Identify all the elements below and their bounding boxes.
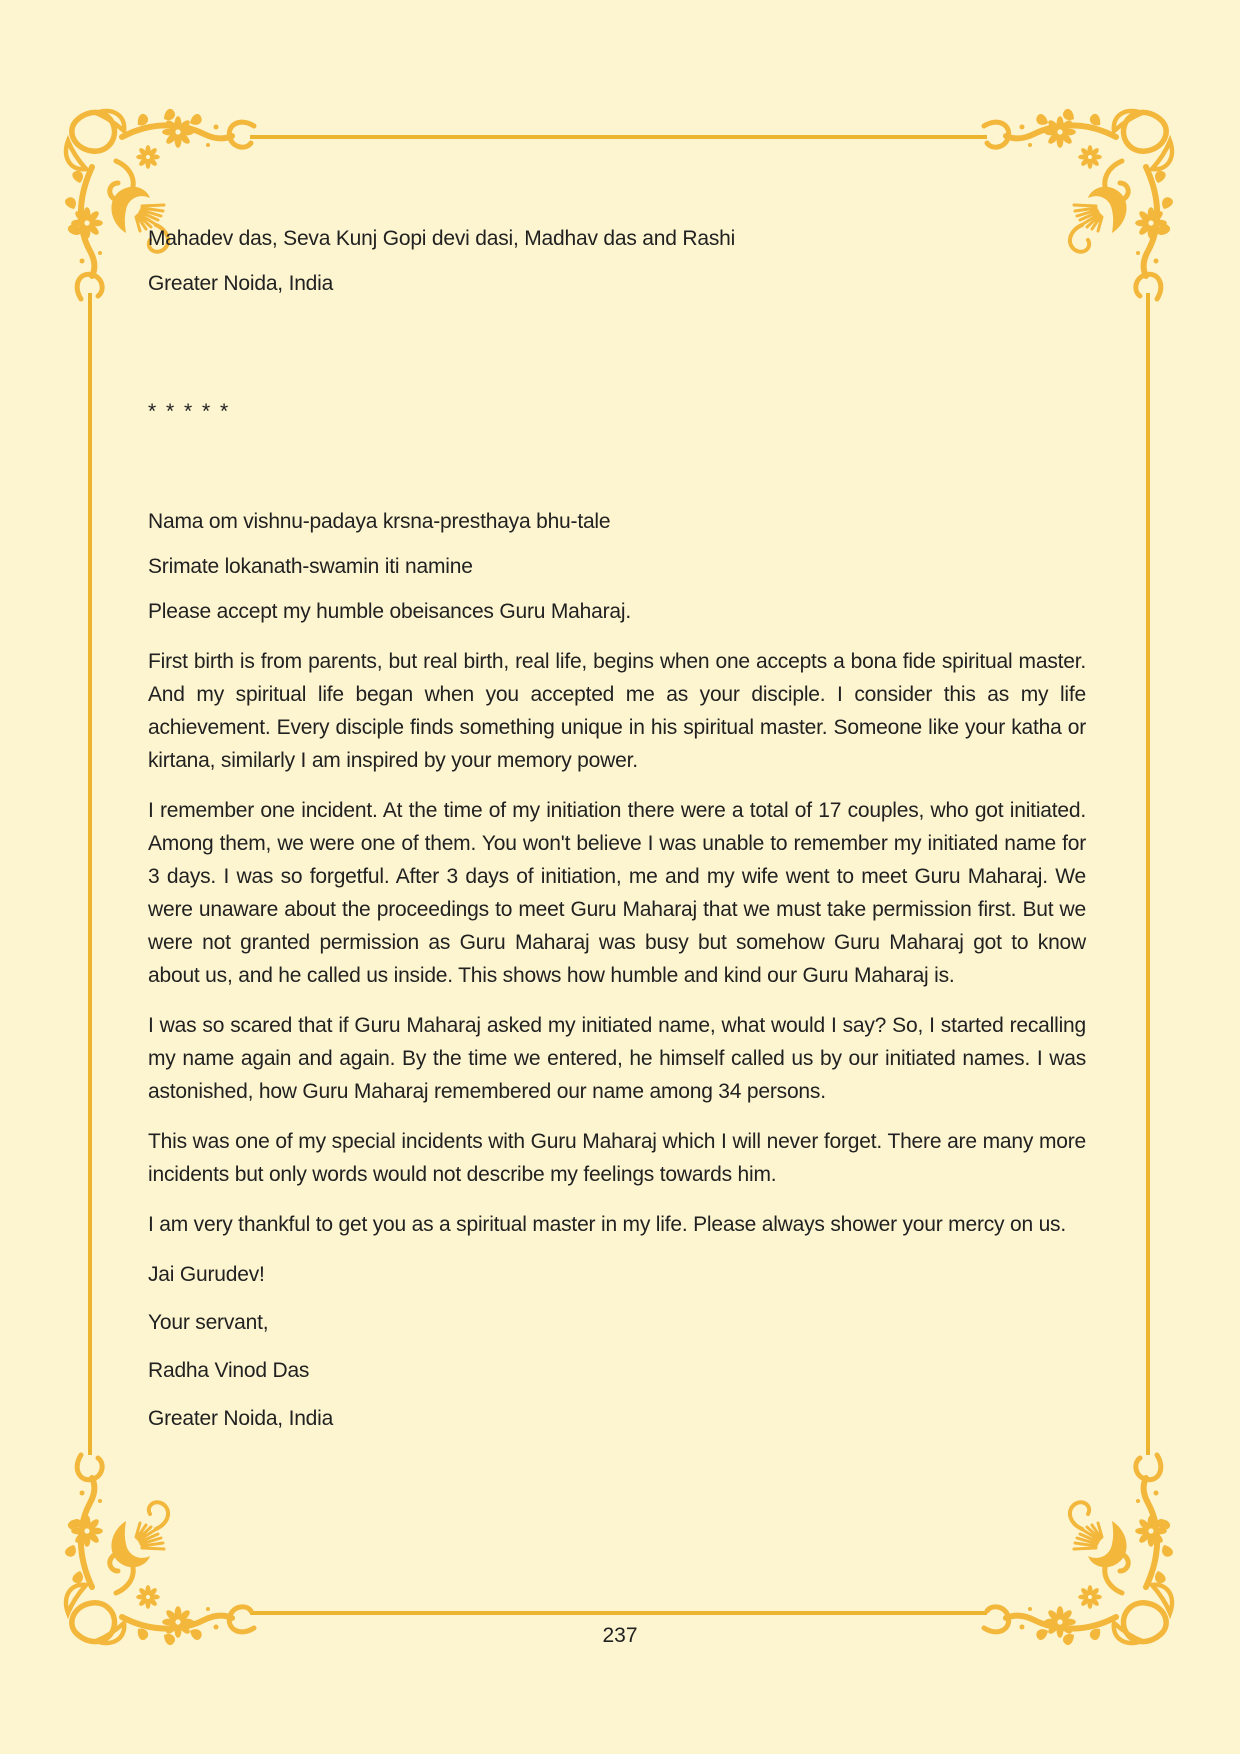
signature-name: Radha Vinod Das — [148, 1359, 310, 1382]
attribution-location: Greater Noida, India — [148, 272, 334, 295]
invocation-line-1: Nama om vishnu-padaya krsna-presthaya bhu-tale — [148, 510, 611, 533]
frame-rule-bottom — [250, 1611, 987, 1615]
letter-paragraph: I was so scared that if Guru Maharaj asked my initiated name, what would I say? So, I started recalling my name again and again. By the time we entered, he himself called us by our initiated names. I was astonished, how Guru Maharaj remembered our name among 34 persons. — [148, 1014, 1086, 1103]
signature-location: Greater Noida, India — [148, 1407, 334, 1430]
corner-flourish-icon — [60, 1449, 260, 1649]
invocation-line-2: Srimate lokanath-swamin iti namine — [148, 555, 473, 578]
letter-paragraph: This was one of my special incidents with Guru Maharaj which I will never forget. There are many more incidents but only words would not describe my feelings towards him. — [148, 1130, 1086, 1186]
corner-flourish-icon — [978, 1449, 1178, 1649]
letter-paragraph: First birth is from parents, but real birth, real life, begins when one accepts a bona fide spiritual master. And my spiritual life began when you accepted me as your disciple. I consider this as my life achievement. Every disciple finds something unique in his spiritual master. Someone like your katha or kirtana, similarly I am inspired by your memory power. — [148, 650, 1086, 772]
frame-rule-left — [88, 293, 92, 1455]
closing-exclamation: Jai Gurudev! — [148, 1263, 265, 1286]
salutation-line: Please accept my humble obeisances Guru Maharaj. — [148, 600, 631, 623]
letter-paragraph: I am very thankful to get you as a spiritual master in my life. Please always shower your mercy on us. — [148, 1213, 1066, 1236]
letter-paragraph: I remember one incident. At the time of my initiation there were a total of 17 couples, who got initiated. Among them, we were one of them. You won't believe I was unable to remember my initiated name for 3 days. I was so forgetful. After 3 days of initiation, me and my wife went to meet Guru Maharaj. We were unaware about the proceedings to meet Guru Maharaj that we must take permission first. But we were not granted permission as Guru Maharaj was busy but somehow Guru Maharaj got to know about us, and he called us inside. This shows how humble and kind our Guru Maharaj is. — [148, 799, 1086, 987]
attribution-line: Mahadev das, Seva Kunj Gopi devi dasi, Madhav das and Rashi — [148, 227, 736, 250]
frame-rule-top — [250, 135, 987, 139]
page-number: 237 — [602, 1624, 638, 1647]
frame-rule-right — [1146, 293, 1150, 1455]
closing-salutation: Your servant, — [148, 1311, 269, 1334]
letter-content — [148, 222, 1086, 1450]
section-separator: * * * * * — [148, 400, 231, 423]
